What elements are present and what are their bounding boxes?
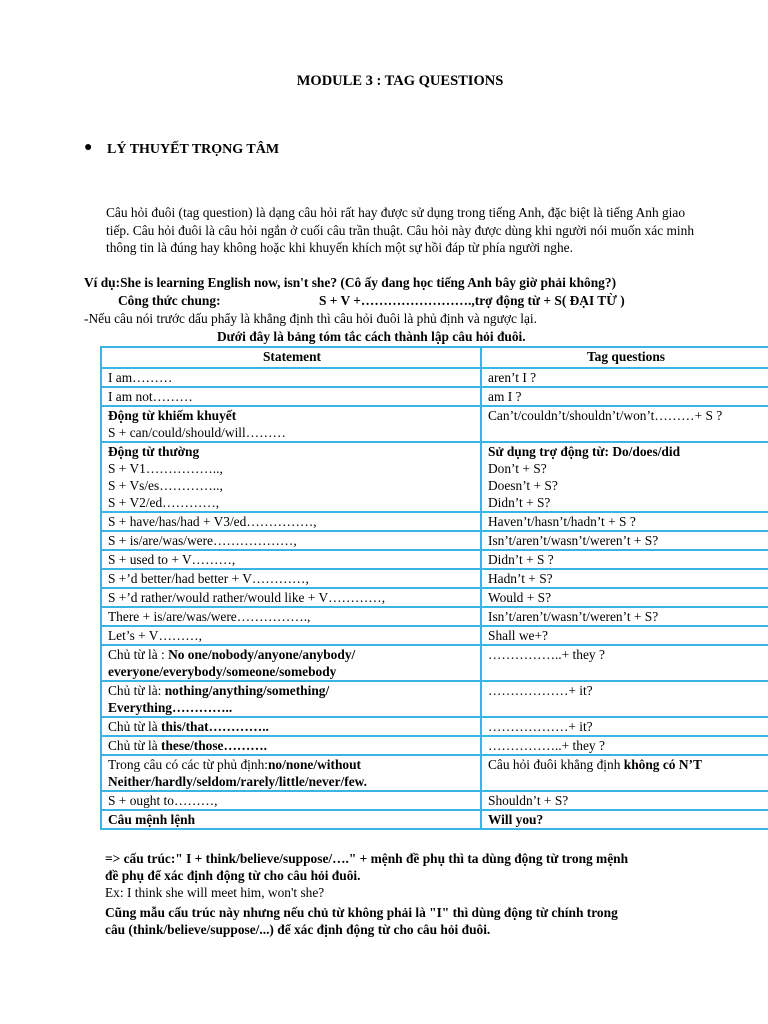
tag-cell: Shall we+?	[481, 626, 768, 645]
table-row	[101, 442, 768, 512]
statement-cell: S + have/has/had + V3/ed……………,	[101, 512, 481, 531]
table-row	[101, 569, 768, 588]
statement-cell: Chủ từ là : No one/nobody/anyone/anybody/ everyone/everybody/someone/somebody	[101, 645, 481, 681]
table-row	[101, 531, 768, 550]
intro-paragraph: Câu hỏi đuôi (tag question) là dạng câu hỏi rất hay được sử dụng trong tiếng Anh, đặc biệt là tiếng Anh giao tiếp. Câu hỏi đuôi là câu hỏi ngắn ở cuối câu trần thuật. Câu hỏi này được dùng khi người nói muốn xác minh thông tin là đúng hay không hoặc khi khuyến khích một sự hồi đáp từ phía người nghe.	[106, 205, 695, 255]
table-caption: Dưới đây là bảng tóm tắc cách thành lập câu hỏi đuôi.	[217, 329, 526, 344]
statement-cell: Trong câu có các từ phủ định:no/none/without Neither/hardly/seldom/rarely/little/never/few.	[101, 755, 481, 791]
table-row	[101, 681, 768, 717]
tag-cell: Câu hỏi đuôi khẳng định không có N’T	[481, 755, 768, 791]
table-row	[101, 406, 768, 442]
tag-cell: Hadn’t + S?	[481, 569, 768, 588]
statement-cell: Câu mệnh lệnh	[101, 810, 481, 829]
structure-line-3: Cũng mẫu cấu trúc này nhưng nếu chủ từ không phải là "I" thì dùng động từ chính trong	[105, 905, 618, 920]
tag-cell: Shouldn’t + S?	[481, 791, 768, 810]
tag-cell: ……………..+ they ?	[481, 645, 768, 681]
table-row	[101, 717, 768, 736]
table-row	[101, 512, 768, 531]
table-row	[101, 791, 768, 810]
table-row	[101, 550, 768, 569]
statement-cell: I am not………	[101, 387, 481, 406]
statement-cell: Động từ khiếm khuyết S + can/could/should/will………	[101, 406, 481, 442]
statement-cell: Let’s + V………,	[101, 626, 481, 645]
tag-cell: Isn’t/aren’t/wasn’t/weren’t + S?	[481, 607, 768, 626]
statement-cell: S +’d better/had better + V…………,	[101, 569, 481, 588]
table-header-row	[101, 347, 768, 368]
structure-example: Ex: I think she will meet him, won't she?	[105, 885, 325, 900]
tag-cell: Can’t/couldn’t/shouldn’t/won’t………+ S ?	[481, 406, 768, 442]
tag-cell: Will you?	[481, 810, 768, 829]
tag-cell: ………………+ it?	[481, 681, 768, 717]
statement-header: Statement	[101, 347, 481, 368]
tag-cell: Sử dụng trợ động từ: Do/does/did Don’t + S? Doesn’t + S? Didn’t + S?	[481, 442, 768, 512]
bullet-icon: ●	[84, 140, 93, 155]
example-line: Ví dụ:She is learning English now, isn't she? (Cô ấy đang học tiếng Anh bây giờ phải không?)	[84, 275, 617, 290]
statement-cell: Chủ từ là: nothing/anything/something/ Everything…………..	[101, 681, 481, 717]
statement-cell: Chủ từ là these/those……….	[101, 736, 481, 755]
table-row	[101, 645, 768, 681]
tag-cell: aren’t I ?	[481, 368, 768, 387]
tag-cell: ………………+ it?	[481, 717, 768, 736]
tag-cell: Would + S?	[481, 588, 768, 607]
formula-text: S + V +…………………….,trợ động từ + S( ĐẠI TỪ )	[319, 293, 625, 308]
tag-header: Tag questions	[481, 347, 768, 368]
statement-cell: S + used to + V………,	[101, 550, 481, 569]
statement-cell: Chủ từ là this/that…………..	[101, 717, 481, 736]
formula-label: Công thức chung:	[118, 293, 221, 308]
statement-cell: Động từ thường S + V1…………….., S + Vs/es………….., S + V2/ed…………,	[101, 442, 481, 512]
tag-cell: Isn’t/aren’t/wasn’t/weren’t + S?	[481, 531, 768, 550]
table-row	[101, 588, 768, 607]
statement-cell: S + is/are/was/were………………,	[101, 531, 481, 550]
statement-cell: I am………	[101, 368, 481, 387]
tag-cell: am I ?	[481, 387, 768, 406]
section-heading: LÝ THUYẾT TRỌNG TÂM	[107, 142, 280, 157]
statement-cell: S + ought to………,	[101, 791, 481, 810]
tag-question-table	[100, 346, 768, 830]
tag-cell: ……………..+ they ?	[481, 736, 768, 755]
tag-cell: Haven’t/hasn’t/hadn’t + S ?	[481, 512, 768, 531]
table-row	[101, 755, 768, 791]
table-row	[101, 607, 768, 626]
statement-cell: There + is/are/was/were…………….,	[101, 607, 481, 626]
tag-cell: Didn’t + S ?	[481, 550, 768, 569]
statement-cell: S +’d rather/would rather/would like + V…………,	[101, 588, 481, 607]
structure-line-2: đề phụ để xác định động từ cho câu hỏi đuôi.	[105, 868, 361, 883]
page-title: MODULE 3 : TAG QUESTIONS	[296, 73, 504, 89]
structure-line-4: câu (think/believe/suppose/...) để xác định động từ cho câu hỏi đuôi.	[105, 922, 491, 937]
table-row	[101, 810, 768, 829]
table-row	[101, 626, 768, 645]
note-line: -Nếu câu nói trước dấu phẩy là khẳng định thì câu hỏi đuôi là phủ định và ngược lại.	[84, 311, 537, 326]
table-row	[101, 736, 768, 755]
structure-line-1: => cấu trúc:" I + think/believe/suppose/…." + mệnh đề phụ thì ta dùng động từ trong mệnh	[105, 851, 629, 866]
table-row	[101, 368, 768, 387]
table-row	[101, 387, 768, 406]
